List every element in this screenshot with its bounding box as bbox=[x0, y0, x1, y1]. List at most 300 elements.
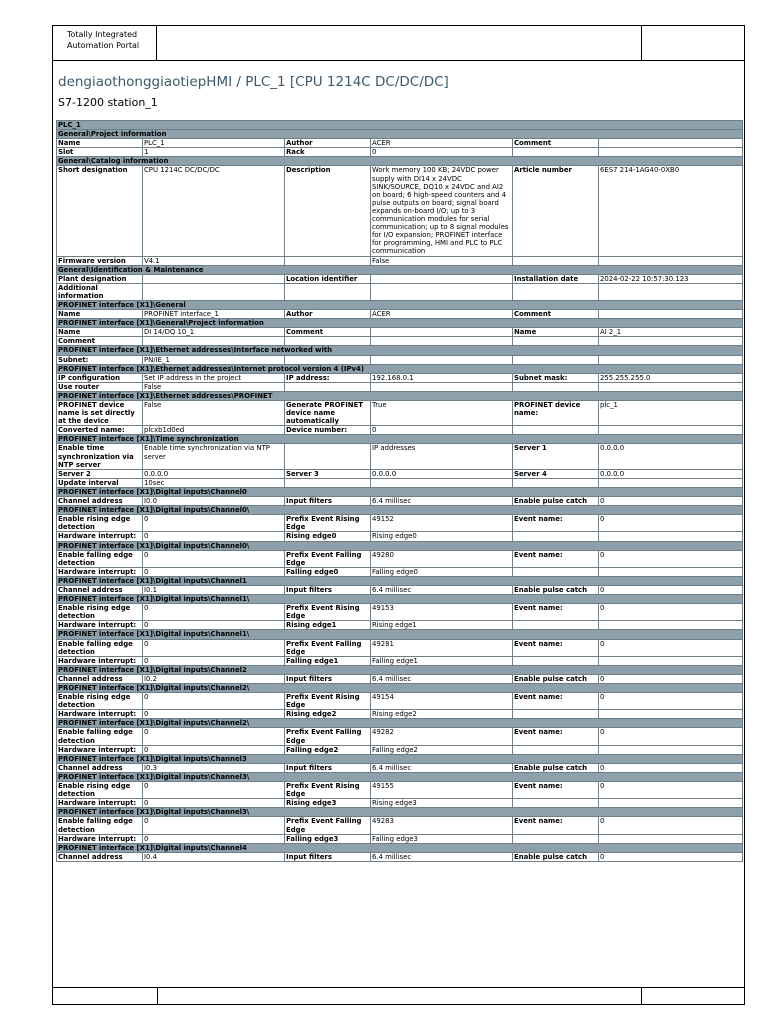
property-value bbox=[599, 139, 743, 148]
property-value: 1 bbox=[143, 148, 285, 157]
property-row bbox=[57, 355, 743, 364]
page-title: dengiaothonggiaotiepHMI / PLC_1 [CPU 1214C DC/DC/DC] bbox=[58, 74, 449, 90]
property-value: 0 bbox=[599, 550, 743, 567]
property-value: PLC_1 bbox=[143, 139, 285, 148]
property-value: 0 bbox=[143, 515, 285, 532]
property-value: 2024-02-22 10:57:30.123 bbox=[599, 274, 743, 283]
property-label: Enable rising edge detection bbox=[57, 693, 143, 710]
property-row bbox=[57, 373, 743, 382]
property-label: Input filters bbox=[285, 585, 371, 594]
property-label: Rack bbox=[285, 148, 371, 157]
property-value: 0 bbox=[599, 693, 743, 710]
property-label: Event name: bbox=[513, 728, 599, 745]
property-value: I0.2 bbox=[143, 674, 285, 683]
property-value: 0.0.0.0 bbox=[371, 469, 513, 478]
property-label: Name bbox=[513, 328, 599, 337]
property-row bbox=[57, 310, 743, 319]
property-label: Enable falling edge detection bbox=[57, 550, 143, 567]
property-value bbox=[599, 256, 743, 265]
property-label bbox=[513, 834, 599, 843]
property-row bbox=[57, 763, 743, 772]
property-value: ACER bbox=[371, 139, 513, 148]
property-label: Installation date bbox=[513, 274, 599, 283]
property-label: Hardware interrupt: bbox=[57, 621, 143, 630]
property-row bbox=[57, 401, 743, 426]
property-label: Additional information bbox=[57, 283, 143, 300]
property-value bbox=[371, 478, 513, 487]
property-value: 0 bbox=[143, 728, 285, 745]
property-value: 0 bbox=[143, 550, 285, 567]
property-label: Hardware interrupt: bbox=[57, 710, 143, 719]
property-label: Event name: bbox=[513, 550, 599, 567]
property-label: Rising edge2 bbox=[285, 710, 371, 719]
property-row bbox=[57, 604, 743, 621]
property-value: 0.0.0.0 bbox=[599, 469, 743, 478]
section-header-row bbox=[57, 541, 743, 550]
property-label bbox=[513, 426, 599, 435]
property-row bbox=[57, 337, 743, 346]
property-label: Enable time synchronization via NTP server bbox=[57, 444, 143, 469]
property-value: False bbox=[143, 401, 285, 426]
section-header-row bbox=[57, 595, 743, 604]
section-title: PROFINET interface [X1]\Digital inputs\Channel1 bbox=[57, 576, 743, 585]
property-label: PROFINET device name is set directly at the device bbox=[57, 401, 143, 426]
property-label bbox=[285, 355, 371, 364]
property-value: ACER bbox=[371, 310, 513, 319]
property-label: Short designation bbox=[57, 166, 143, 256]
section-title: PROFINET interface [X1]\Digital inputs\Channel4 bbox=[57, 843, 743, 852]
property-label: Rising edge0 bbox=[285, 532, 371, 541]
property-value: Rising edge3 bbox=[371, 799, 513, 808]
property-row bbox=[57, 256, 743, 265]
property-row bbox=[57, 139, 743, 148]
property-label: Event name: bbox=[513, 817, 599, 834]
property-label: Enable pulse catch bbox=[513, 497, 599, 506]
property-value: 0 bbox=[143, 745, 285, 754]
property-label: Enable pulse catch bbox=[513, 674, 599, 683]
section-header-row bbox=[57, 630, 743, 639]
property-value: 0 bbox=[143, 656, 285, 665]
property-label: Channel address bbox=[57, 763, 143, 772]
property-label: Input filters bbox=[285, 497, 371, 506]
portal-label: Totally Integrated Automation Portal bbox=[67, 30, 140, 50]
property-value: 6.4 millisec bbox=[371, 674, 513, 683]
property-row bbox=[57, 674, 743, 683]
property-value: I0.1 bbox=[143, 585, 285, 594]
property-value: 0 bbox=[599, 639, 743, 656]
property-row bbox=[57, 328, 743, 337]
property-label: Name bbox=[57, 310, 143, 319]
property-value: 0 bbox=[143, 639, 285, 656]
property-value bbox=[371, 283, 513, 300]
property-value: 0 bbox=[143, 710, 285, 719]
property-value bbox=[599, 656, 743, 665]
property-label: Plant designation bbox=[57, 274, 143, 283]
property-label: Channel address bbox=[57, 852, 143, 861]
property-row bbox=[57, 478, 743, 487]
property-label bbox=[513, 355, 599, 364]
property-row bbox=[57, 656, 743, 665]
property-value: 0 bbox=[599, 674, 743, 683]
property-label: IP configuration bbox=[57, 373, 143, 382]
property-label: Event name: bbox=[513, 604, 599, 621]
page-header bbox=[53, 26, 744, 61]
property-row bbox=[57, 382, 743, 391]
property-value: 6.4 millisec bbox=[371, 852, 513, 861]
property-row bbox=[57, 639, 743, 656]
property-label: Enable pulse catch bbox=[513, 763, 599, 772]
property-value: 0 bbox=[599, 782, 743, 799]
property-label bbox=[285, 283, 371, 300]
header-divider bbox=[641, 26, 642, 60]
property-row bbox=[57, 550, 743, 567]
property-value: 49152 bbox=[371, 515, 513, 532]
property-label: Subnet mask: bbox=[513, 373, 599, 382]
property-label: Server 4 bbox=[513, 469, 599, 478]
property-label: Prefix Event Falling Edge bbox=[285, 728, 371, 745]
property-value: 0 bbox=[599, 585, 743, 594]
property-label bbox=[285, 478, 371, 487]
property-value bbox=[599, 834, 743, 843]
property-value: IP addresses bbox=[371, 444, 513, 469]
property-label: Generate PROFINET device name automatically bbox=[285, 401, 371, 426]
property-label bbox=[513, 256, 599, 265]
property-label: Rising edge1 bbox=[285, 621, 371, 630]
property-value: Set IP address in the project bbox=[143, 373, 285, 382]
property-value: I0.4 bbox=[143, 852, 285, 861]
property-value: 0 bbox=[371, 148, 513, 157]
footer-divider-left bbox=[157, 988, 158, 1004]
section-header-row bbox=[57, 843, 743, 852]
property-value bbox=[599, 310, 743, 319]
property-label: Author bbox=[285, 310, 371, 319]
property-value: 0 bbox=[599, 817, 743, 834]
property-label bbox=[513, 148, 599, 157]
section-title: PROFINET interface [X1]\Digital inputs\Channel3\ bbox=[57, 808, 743, 817]
property-value: V4.1 bbox=[143, 256, 285, 265]
property-value: 0 bbox=[599, 852, 743, 861]
section-header-row bbox=[57, 319, 743, 328]
property-value: 0 bbox=[143, 567, 285, 576]
property-value bbox=[599, 745, 743, 754]
property-value: 49155 bbox=[371, 782, 513, 799]
property-value: 49154 bbox=[371, 693, 513, 710]
property-label bbox=[285, 256, 371, 265]
property-value: 49281 bbox=[371, 639, 513, 656]
property-label: Converted name: bbox=[57, 426, 143, 435]
section-header-row bbox=[57, 754, 743, 763]
property-value: 0 bbox=[599, 497, 743, 506]
section-header-row bbox=[57, 130, 743, 139]
property-label bbox=[513, 478, 599, 487]
section-title: PROFINET interface [X1]\Ethernet addresses\Interface networked with bbox=[57, 346, 743, 355]
section-header-row bbox=[57, 300, 743, 309]
properties-area bbox=[56, 120, 742, 862]
property-label bbox=[513, 745, 599, 754]
property-label: Server 2 bbox=[57, 469, 143, 478]
property-value: False bbox=[143, 382, 285, 391]
property-value: PROFINET interface_1 bbox=[143, 310, 285, 319]
property-row bbox=[57, 693, 743, 710]
property-row bbox=[57, 782, 743, 799]
property-label: Falling edge0 bbox=[285, 567, 371, 576]
property-label: Slot bbox=[57, 148, 143, 157]
property-value: 0 bbox=[371, 426, 513, 435]
property-label: Channel address bbox=[57, 497, 143, 506]
property-label bbox=[513, 283, 599, 300]
property-label bbox=[513, 621, 599, 630]
property-label: Article number bbox=[513, 166, 599, 256]
property-label: Input filters bbox=[285, 763, 371, 772]
property-value: 0.0.0.0 bbox=[143, 469, 285, 478]
section-header-row bbox=[57, 665, 743, 674]
property-label: Event name: bbox=[513, 782, 599, 799]
property-row bbox=[57, 852, 743, 861]
property-row bbox=[57, 585, 743, 594]
property-row bbox=[57, 710, 743, 719]
section-title: General\Project information bbox=[57, 130, 743, 139]
property-row bbox=[57, 426, 743, 435]
property-label: Enable rising edge detection bbox=[57, 782, 143, 799]
section-header-row bbox=[57, 265, 743, 274]
property-label: Hardware interrupt: bbox=[57, 799, 143, 808]
property-label: Subnet: bbox=[57, 355, 143, 364]
property-value: 0 bbox=[143, 799, 285, 808]
property-row bbox=[57, 283, 743, 300]
property-label: Channel address bbox=[57, 585, 143, 594]
section-title: PROFINET interface [X1]\Digital inputs\Channel0\ bbox=[57, 541, 743, 550]
section-title: PROFINET interface [X1]\Digital inputs\Channel1\ bbox=[57, 595, 743, 604]
section-title: PROFINET interface [X1]\Time synchronization bbox=[57, 435, 743, 444]
property-value bbox=[599, 426, 743, 435]
property-label: Use router bbox=[57, 382, 143, 391]
page-subtitle: S7-1200 station_1 bbox=[58, 96, 158, 109]
property-value: Enable time synchronization via NTP server bbox=[143, 444, 285, 469]
property-value: plc_1 bbox=[599, 401, 743, 426]
property-value bbox=[599, 567, 743, 576]
footer-divider-right bbox=[641, 988, 642, 1004]
property-label: IP address: bbox=[285, 373, 371, 382]
property-value: AI 2_1 bbox=[599, 328, 743, 337]
property-label: Enable falling edge detection bbox=[57, 728, 143, 745]
section-title: PROFINET interface [X1]\Digital inputs\Channel0\ bbox=[57, 506, 743, 515]
section-header-row bbox=[57, 487, 743, 496]
property-label bbox=[513, 567, 599, 576]
property-row bbox=[57, 728, 743, 745]
property-label: Enable pulse catch bbox=[513, 852, 599, 861]
property-value bbox=[143, 337, 285, 346]
property-label: Hardware interrupt: bbox=[57, 834, 143, 843]
property-label: Hardware interrupt: bbox=[57, 567, 143, 576]
property-label: Device number: bbox=[285, 426, 371, 435]
property-label: Enable rising edge detection bbox=[57, 515, 143, 532]
property-label: Server 1 bbox=[513, 444, 599, 469]
property-value: Falling edge1 bbox=[371, 656, 513, 665]
property-label: Event name: bbox=[513, 693, 599, 710]
property-label: Event name: bbox=[513, 639, 599, 656]
section-title: PROFINET interface [X1]\Digital inputs\Channel2\ bbox=[57, 719, 743, 728]
section-title: General\Catalog information bbox=[57, 157, 743, 166]
section-title: PROFINET interface [X1]\Digital inputs\Channel1\ bbox=[57, 630, 743, 639]
property-label bbox=[513, 710, 599, 719]
property-value bbox=[599, 621, 743, 630]
property-value: Rising edge0 bbox=[371, 532, 513, 541]
property-label bbox=[285, 337, 371, 346]
section-title: PROFINET interface [X1]\Digital inputs\Channel3 bbox=[57, 754, 743, 763]
property-value: 10sec bbox=[143, 478, 285, 487]
property-label: Falling edge2 bbox=[285, 745, 371, 754]
section-title: General\Identification & Maintenance bbox=[57, 265, 743, 274]
section-title: PROFINET interface [X1]\Digital inputs\Channel3\ bbox=[57, 772, 743, 781]
section-title: PROFINET interface [X1]\Ethernet addresses\PROFINET bbox=[57, 391, 743, 400]
property-value: 0 bbox=[143, 834, 285, 843]
section-header-row bbox=[57, 121, 743, 130]
property-value: Work memory 100 KB; 24VDC power supply with DI14 x 24VDC SINK/SOURCE, DQ10 x 24VDC and AI2 on board; 6 high-speed counters and 4 pulse outputs on board; signal board expands on-board I/O; up to 3 communication modules for serial communication; up to 8 signal modules for I/O expansion; PROFINET interface for programming, HMI and PLC to PLC communication bbox=[371, 166, 513, 256]
property-row bbox=[57, 799, 743, 808]
property-label: Event name: bbox=[513, 515, 599, 532]
section-header-row bbox=[57, 684, 743, 693]
property-value: 0 bbox=[143, 782, 285, 799]
property-value: DI 14/DQ 10_1 bbox=[143, 328, 285, 337]
property-label bbox=[513, 532, 599, 541]
property-label: Falling edge1 bbox=[285, 656, 371, 665]
property-value: Rising edge1 bbox=[371, 621, 513, 630]
property-value: 6.4 millisec bbox=[371, 497, 513, 506]
property-label: Comment bbox=[513, 310, 599, 319]
section-title: PROFINET interface [X1]\Digital inputs\Channel2\ bbox=[57, 684, 743, 693]
section-header-row bbox=[57, 808, 743, 817]
property-value bbox=[599, 478, 743, 487]
property-label: Hardware interrupt: bbox=[57, 745, 143, 754]
property-row bbox=[57, 532, 743, 541]
property-value: 0 bbox=[143, 693, 285, 710]
property-label: Firmware version bbox=[57, 256, 143, 265]
section-header-row bbox=[57, 364, 743, 373]
property-value: Falling edge3 bbox=[371, 834, 513, 843]
section-header-row bbox=[57, 391, 743, 400]
property-value: 0 bbox=[599, 763, 743, 772]
property-value: 49283 bbox=[371, 817, 513, 834]
property-value: Rising edge2 bbox=[371, 710, 513, 719]
property-value bbox=[371, 337, 513, 346]
property-label: Name bbox=[57, 139, 143, 148]
property-value bbox=[371, 328, 513, 337]
property-label: Description bbox=[285, 166, 371, 256]
property-row bbox=[57, 497, 743, 506]
property-value bbox=[371, 274, 513, 283]
property-value: 6.4 millisec bbox=[371, 585, 513, 594]
property-label: Prefix Event Rising Edge bbox=[285, 515, 371, 532]
property-row bbox=[57, 444, 743, 469]
property-value: 49280 bbox=[371, 550, 513, 567]
property-label: Enable falling edge detection bbox=[57, 639, 143, 656]
document-page bbox=[52, 25, 745, 1005]
property-label: Comment bbox=[57, 337, 143, 346]
section-header-row bbox=[57, 346, 743, 355]
property-label: PROFINET device name: bbox=[513, 401, 599, 426]
section-title: PROFINET interface [X1]\General\Project information bbox=[57, 319, 743, 328]
property-value: 6.4 millisec bbox=[371, 763, 513, 772]
property-value bbox=[599, 337, 743, 346]
property-value: Falling edge0 bbox=[371, 567, 513, 576]
section-header-row bbox=[57, 506, 743, 515]
property-label: Falling edge3 bbox=[285, 834, 371, 843]
property-value: plcxb1d0ed bbox=[143, 426, 285, 435]
section-title: PROFINET interface [X1]\Ethernet addresses\Internet protocol version 4 (IPv4) bbox=[57, 364, 743, 373]
property-row bbox=[57, 567, 743, 576]
portal-name bbox=[53, 26, 157, 60]
property-label: Prefix Event Falling Edge bbox=[285, 639, 371, 656]
property-value bbox=[599, 710, 743, 719]
property-row bbox=[57, 469, 743, 478]
property-label: Location identifier bbox=[285, 274, 371, 283]
property-value: 6ES7 214-1AG40-0XB0 bbox=[599, 166, 743, 256]
property-label: Prefix Event Rising Edge bbox=[285, 604, 371, 621]
section-header-row bbox=[57, 435, 743, 444]
property-row bbox=[57, 515, 743, 532]
property-label: Enable falling edge detection bbox=[57, 817, 143, 834]
property-value: 0 bbox=[143, 621, 285, 630]
property-label bbox=[285, 444, 371, 469]
property-value: Falling edge2 bbox=[371, 745, 513, 754]
property-label: Comment bbox=[513, 139, 599, 148]
property-label: Hardware interrupt: bbox=[57, 656, 143, 665]
property-row bbox=[57, 148, 743, 157]
property-value: 255.255.255.0 bbox=[599, 373, 743, 382]
property-value: 0.0.0.0 bbox=[599, 444, 743, 469]
property-value bbox=[143, 274, 285, 283]
property-label: Channel address bbox=[57, 674, 143, 683]
property-label: Comment bbox=[285, 328, 371, 337]
property-label: Enable rising edge detection bbox=[57, 604, 143, 621]
property-row bbox=[57, 166, 743, 256]
property-value: I0.3 bbox=[143, 763, 285, 772]
section-title: PROFINET interface [X1]\Digital inputs\Channel0 bbox=[57, 487, 743, 496]
property-value: CPU 1214C DC/DC/DC bbox=[143, 166, 285, 256]
property-row bbox=[57, 621, 743, 630]
property-label bbox=[513, 337, 599, 346]
section-header-row bbox=[57, 772, 743, 781]
section-header-row bbox=[57, 576, 743, 585]
property-value: 49282 bbox=[371, 728, 513, 745]
property-value: 0 bbox=[599, 728, 743, 745]
property-value bbox=[599, 148, 743, 157]
property-row bbox=[57, 745, 743, 754]
property-value: PN/IE_1 bbox=[143, 355, 285, 364]
property-label: Prefix Event Rising Edge bbox=[285, 693, 371, 710]
property-value: 192.168.0.1 bbox=[371, 373, 513, 382]
property-label: Hardware interrupt: bbox=[57, 532, 143, 541]
property-value: 0 bbox=[599, 515, 743, 532]
property-value: 49153 bbox=[371, 604, 513, 621]
section-header-row bbox=[57, 719, 743, 728]
property-label: Input filters bbox=[285, 852, 371, 861]
property-label: Rising edge3 bbox=[285, 799, 371, 808]
property-value bbox=[371, 382, 513, 391]
property-label: Name bbox=[57, 328, 143, 337]
property-label bbox=[513, 382, 599, 391]
property-value: 0 bbox=[143, 604, 285, 621]
property-value bbox=[371, 355, 513, 364]
property-value: 0 bbox=[143, 532, 285, 541]
property-value bbox=[599, 799, 743, 808]
property-label: Server 3 bbox=[285, 469, 371, 478]
property-value: 0 bbox=[143, 817, 285, 834]
property-label: Update interval bbox=[57, 478, 143, 487]
property-row bbox=[57, 274, 743, 283]
property-label: Author bbox=[285, 139, 371, 148]
property-value bbox=[599, 382, 743, 391]
